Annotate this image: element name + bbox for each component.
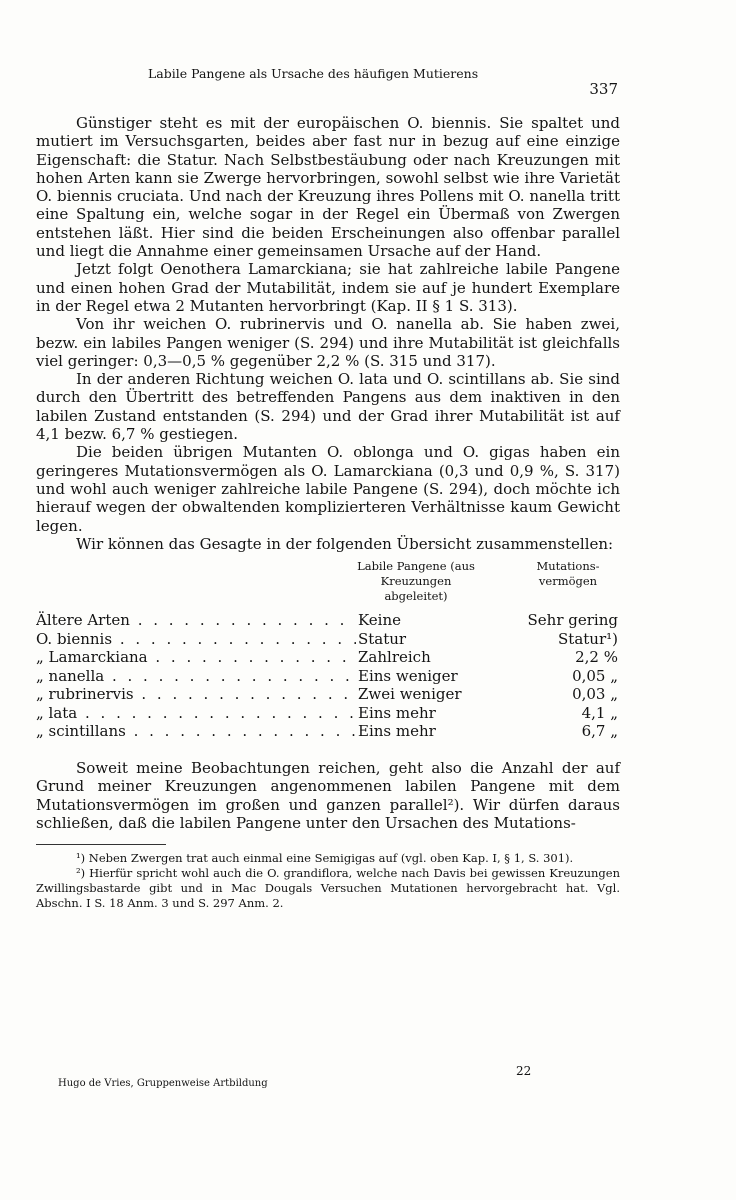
- footnotes: [36, 851, 620, 911]
- row-labile: Keine: [358, 611, 402, 630]
- column-header-mutationsvermoegen: Mutations-vermögen: [536, 559, 600, 589]
- printer-signature: Hugo de Vries, Gruppenweise Artbildung: [58, 1078, 268, 1089]
- row-name: „ lata . . .: [36, 704, 356, 722]
- row-name: O. biennis . . .: [36, 630, 356, 648]
- row-mutation: 4,1 „: [581, 703, 618, 722]
- paragraph: In der anderen Richtung weichen O. lata und O. scintillans ab. Sie sind durch den Übertritt des betreffenden Pangens aus dem inaktiven in den labilen Zustand entstanden (S. 294) und der Grad ihrer Mutabilität ist auf 4,1 bezw. 6,7 % gestiegen.: [36, 370, 620, 444]
- row-mutation: Sehr gering: [527, 611, 618, 630]
- running-header: [148, 66, 628, 98]
- row-name: „ nanella . . .: [36, 667, 356, 685]
- footnote: ²) Hierfür spricht wohl auch die O. grandiflora, welche nach Davis bei gewissen Kreuzungen Zwillingsbastarde gibt und in Mac Dougals Versuchen Mutationen hervorgebracht hat. Vgl. Abschn. I S. 18 Anm. 3 und S. 297 Anm. 2.: [36, 866, 620, 911]
- row-mutation: 0,05 „: [572, 666, 618, 685]
- main-text: [36, 114, 620, 911]
- table-row: [36, 704, 620, 723]
- row-mutation: 2,2 %: [575, 648, 618, 667]
- table-row: [36, 667, 620, 686]
- table-row: [36, 722, 620, 741]
- footnote-rule: [36, 844, 166, 845]
- table-row: [36, 630, 620, 649]
- footnote: ¹) Neben Zwergen trat auch einmal eine Semigigas auf (vgl. oben Kap. I, § 1, S. 301).: [76, 851, 574, 866]
- table-row: [36, 611, 620, 630]
- row-labile: Zwei weniger: [358, 685, 462, 704]
- table-row: [36, 648, 620, 667]
- paragraph: Von ihr weichen O. rubrinervis und O. nanella ab. Sie haben zwei, bezw. ein labiles Pangen weniger (S. 294) und ihre Mutabilität ist gleichfalls viel geringer: 0,3—0,5 % gegenüber 2,2 % (S. 315 und 317).: [36, 315, 620, 370]
- row-name: „ rubrinervis . . .: [36, 685, 356, 703]
- overview-table: [36, 559, 620, 759]
- row-name: „ Lamarckiana . . .: [36, 648, 356, 666]
- column-header-labile-pangene: Labile Pangene (aus Kreuzungen abgeleitet): [357, 559, 475, 604]
- row-labile: Statur: [358, 629, 407, 648]
- running-title: Labile Pangene als Ursache des häufigen Mutierens: [148, 66, 479, 81]
- sheet-number: 22: [516, 1064, 532, 1078]
- row-mutation: Statur¹): [558, 629, 618, 648]
- row-labile: Eins mehr: [358, 722, 436, 741]
- row-name: Ältere Arten . . .: [36, 611, 356, 629]
- page-number: 337: [589, 80, 618, 98]
- row-labile: Zahlreich: [358, 648, 431, 667]
- row-name: „ scintillans . . .: [36, 722, 356, 740]
- row-labile: Eins weniger: [358, 666, 458, 685]
- closing-paragraph: Soweit meine Beobachtungen reichen, geht also die Anzahl der auf Grund meiner Kreuzungen angenommenen labilen Pangene mit dem Mutationsvermögen im großen und ganzen parallel²). Wir dürfen daraus schließen, daß die labilen Pangene unter den Ursachen des Mutations-: [36, 759, 620, 833]
- paragraph: Wir können das Gesagte in der folgenden Übersicht zusammenstellen:: [76, 534, 614, 553]
- row-mutation: 6,7 „: [581, 722, 618, 741]
- row-mutation: 0,03 „: [572, 685, 618, 704]
- table-header: [36, 559, 620, 611]
- table-row: [36, 685, 620, 704]
- paragraph: Jetzt folgt Oenothera Lamarckiana; sie hat zahlreiche labile Pangene und einen hohen Grad der Mutabilität, indem sie auf je hundert Exemplare in der Regel etwa 2 Mutanten hervorbringt (Kap. II § 1 S. 313).: [36, 260, 620, 315]
- paragraph: Die beiden übrigen Mutanten O. oblonga und O. gigas haben ein geringeres Mutationsvermögen als O. Lamarckiana (0,3 und 0,9 %, S. 317) und wohl auch weniger zahlreiche labile Pangene (S. 294), doch möchte ich hierauf wegen der obwaltenden komplizierteren Verhältnisse kaum Gewicht legen.: [36, 443, 620, 535]
- row-labile: Eins mehr: [358, 703, 436, 722]
- paragraph: Günstiger steht es mit der europäischen O. biennis. Sie spaltet und mutiert im Versuchsgarten, beides aber fast nur in bezug auf eine einzige Eigenschaft: die Statur. Nach Selbstbestäubung oder nach Kreuzungen mit hohen Arten kann sie Zwerge hervorbringen, sowohl selbst wie ihre Varietät O. biennis cruciata. Und nach der Kreuzung ihres Pollens mit O. nanella tritt eine Spaltung ein, welche sogar in der Regel ein Übermaß von Zwergen entstehen läßt. Hier sind die beiden Erscheinungen also offenbar parallel und liegt die Annahme einer gemeinsamen Ursache auf der Hand.: [36, 114, 620, 261]
